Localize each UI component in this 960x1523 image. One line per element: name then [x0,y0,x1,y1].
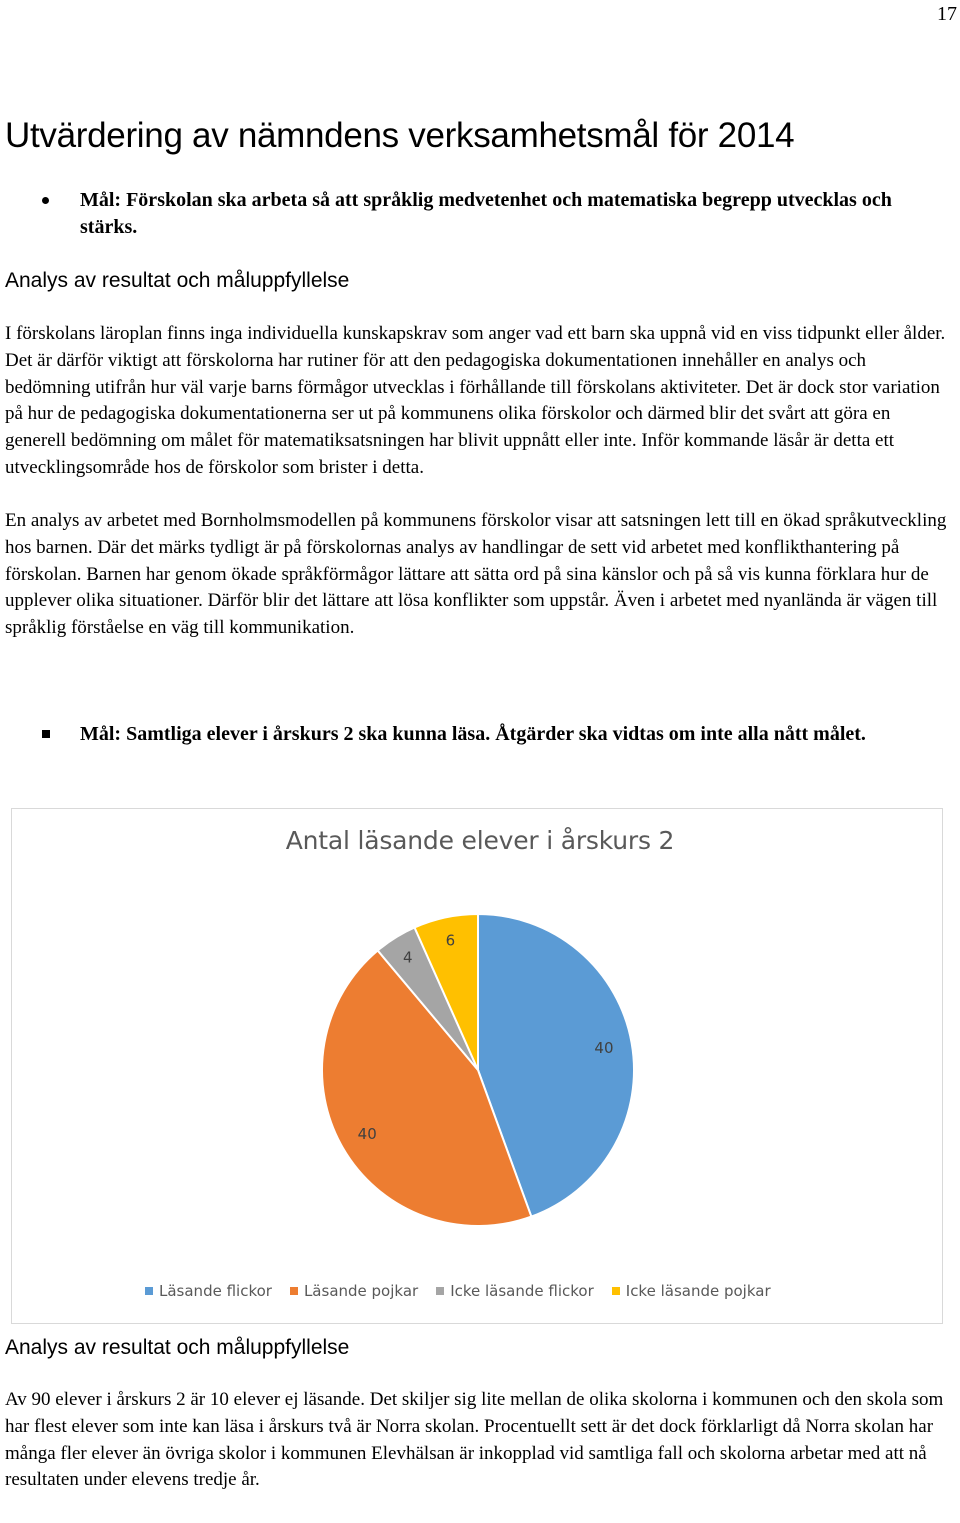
page-heading: Utvärdering av nämndens verksamhetsmål för 2014 [5,116,795,155]
legend-label-2: Läsande pojkar [303,1282,419,1300]
pie-data-label-3: 4 [402,948,413,967]
goal-text-preschool: Mål: Förskolan ska arbeta så att språklig medvetenhet och matematiska begrepp utvecklas och stärks. [80,189,892,238]
legend-item-4 [612,1282,771,1300]
chart-legend [145,1282,771,1300]
legend-label-4: Icke läsande pojkar [625,1282,771,1300]
paragraph-reading-results: Av 90 elever i årskurs 2 är 10 elever ej läsande. Det skiljer sig lite mellan de olika skolorna i kommunen och den skola som har flest elever som inte kan läsa i årskurs två är Norra skolan. Procentuellt sett är det dock förklarligt då Norra skolan har många fler elever än övriga skolor i kommunen Elevhälsan är inkopplad vid samtliga fall och skolorna arbetar med att nå resultaten under elevens tredje år. [5,1389,944,1491]
section-heading-analysis-2: Analys av resultat och måluppfyllelse [5,1336,350,1359]
legend-item-1 [145,1282,272,1300]
goal-text-reading: Mål: Samtliga elever i årskurs 2 ska kunna läsa. Åtgärder ska vidtas om inte alla nått målet. [80,723,866,745]
legend-swatch-4 [612,1287,620,1295]
legend-swatch-2 [290,1287,298,1295]
legend-swatch-1 [145,1287,153,1295]
legend-item-2 [290,1282,418,1300]
legend-label-3: Icke läsande flickor [450,1282,594,1300]
paragraph-preschool-curriculum: I förskolans läroplan finns inga individuella kunskapskrav som anger vad ett barn ska uppnå vid en viss tidpunkt eller ålder. Det är därför viktigt att förskolorna har rutiner för att den pedagogiska dokumentationen innehåller en analys och bedömning utifrån hur väl varje barns förmågor utvecklas i förhållande till förskolans aktiviteter. Det är dock stor variation på hur de pedagogiska dokumentationerna ser ut på kommunens olika förskolor och därmed blir det svårt att göra en generell bedömning om målet för matematiksatsningen har blivit uppnått eller inte. Inför kommande läsår är detta ett utvecklingsområde hos de förskolor som brister i detta. [5,323,946,478]
page-number: 17 [937,3,957,25]
legend-item-3 [436,1282,594,1300]
section-heading-analysis-1: Analys av resultat och måluppfyllelse [5,269,350,292]
legend-swatch-3 [436,1287,444,1295]
chart-title: Antal läsande elever i årskurs 2 [285,826,675,855]
pie-data-label-1: 40 [594,1038,614,1057]
pie-data-label-2: 40 [357,1124,377,1143]
paragraph-bornholm-model: En analys av arbetet med Bornholmsmodellen på kommunens förskolor visar att satsningen lett till en ökad språkutveckling hos barnen. Där det märks tydligt är på förskolornas analys av handlingar de sett vid arbetet med konflikthantering på förskolan. Barnen har genom ökade språkförmågor lättare att sätta ord på sina känslor och på så vis kunna förklara hur de upplever olika situationer. Därför blir det lättare att lösa konflikter som uppstår. Även i arbetet med nyanlända är vägen till språklig förståelse en väg till kommunikation. [5,510,947,639]
legend-label-1: Läsande flickor [159,1282,272,1300]
pie-data-label-4: 6 [445,931,456,950]
